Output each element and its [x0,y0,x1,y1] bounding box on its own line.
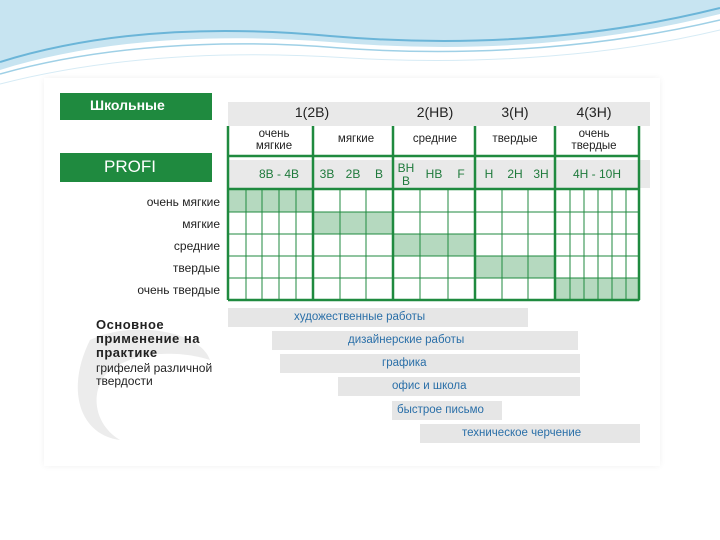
application-label-artistic: художественные работы [294,311,426,323]
sub-label-medium: средние [412,133,458,145]
row-label-very-soft: очень мягкие [146,195,220,209]
code-2b: 2B [345,167,361,181]
code-3h: 3H [533,167,549,181]
code-3b: 3B [319,167,335,181]
sub-label-hard: твердые [492,133,538,145]
application-label-office-school: офис и школа [392,380,467,392]
code-hb: HB [425,167,443,181]
sub-label-very-soft: очень мягкие [255,128,293,152]
fill-row-hard [476,256,554,278]
group-label-2: 2(HB) [416,104,454,120]
row-label-soft: мягкие [182,217,220,231]
application-bar-quick-writing [392,401,502,420]
practice-title: Основное применение на практике [96,317,200,360]
sub-label-soft: мягкие [337,133,375,145]
code-8b-4b: 8B - 4B [258,167,300,181]
group-dividers [228,126,639,300]
application-bar-artistic [228,308,528,327]
code-2h: 2H [507,167,523,181]
row-label-very-hard: очень твердые [137,283,220,297]
application-label-quick-writing: быстрое письмо [397,404,484,416]
code-b: B [374,167,383,181]
fill-row-soft [314,212,392,234]
group-label-3: 3(H) [501,104,529,120]
code-bh-b: BH B [397,161,415,188]
school-tab-label: Школьные [90,97,165,113]
application-label-technical-drawing: техническое черчение [462,427,582,439]
application-bar-design [272,331,578,350]
code-h: H [484,167,494,181]
group-label-1: 1(2B) [294,104,330,120]
practice-subtitle: грифелей различной твердости [96,361,213,388]
row-label-hard: твердые [172,261,220,275]
application-label-design: дизайнерские работы [348,334,465,346]
fill-row-medium [394,234,474,256]
application-bar-graphics [280,354,580,373]
application-bar-technical-drawing [420,424,640,443]
code-4h-10h: 4H - 10H [572,167,622,181]
code-f: F [457,167,465,181]
sub-label-very-hard: очень твердые [571,128,617,152]
group-label-4: 4(3H) [576,104,612,120]
fill-row-very-soft [228,190,312,212]
application-bar-office-school [338,377,580,396]
profi-tab-label: PROFI [104,157,156,176]
application-label-graphics: графика [382,357,427,369]
row-label-medium: средние [173,239,220,253]
